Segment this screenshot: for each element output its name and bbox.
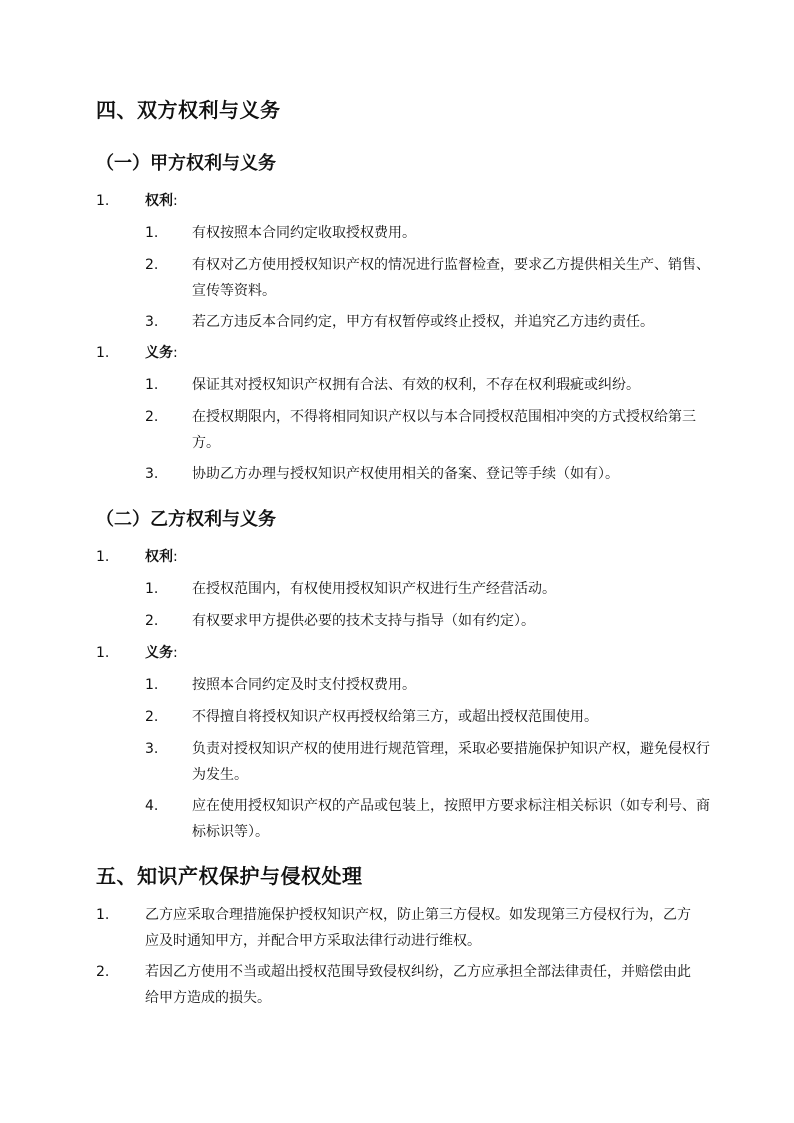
list-item-number: 1. — [145, 377, 159, 393]
list-item-text: 若因乙方使用不当或超出授权范围导致侵权纠纷，乙方应承担全部法律责任，并赔偿由此给甲方造成的损失。 — [145, 964, 691, 1006]
list-item-text: 乙方应采取合理措施保护授权知识产权，防止第三方侵权。如发现第三方侵权行为，乙方应及时通知甲方，并配合甲方采取法律行动进行维权。 — [145, 907, 691, 949]
list-item-number: 3. — [145, 466, 159, 482]
partA-rights-label: 权利: — [145, 193, 178, 209]
list-item-number: 3. — [145, 314, 159, 330]
list-item-text: 不得擅自将授权知识产权再授权给第三方，或超出授权范围使用。 — [192, 709, 598, 725]
list-item-number: 3. — [145, 741, 159, 757]
list-item-number: 2. — [145, 409, 159, 425]
partA-heading: （一）甲方权利与义务 — [96, 153, 276, 174]
list-item-text: 在授权期限内，不得将相同知识产权以与本合同授权范围相冲突的方式授权给第三方。 — [192, 409, 696, 451]
partB-rights-label: 权利: — [145, 549, 178, 565]
list-item-text: 应在使用授权知识产权的产品或包装上，按照甲方要求标注相关标识（如专利号、商标标识等）。 — [192, 798, 710, 840]
list-item-number: 1. — [145, 677, 159, 693]
partA-obligations-number: 1. — [96, 345, 110, 361]
list-item-number: 2. — [96, 964, 110, 980]
list-item-number: 2. — [145, 257, 159, 273]
partB-obligations-number: 1. — [96, 645, 110, 661]
list-item-number: 2. — [145, 613, 159, 629]
list-item-text: 若乙方违反本合同约定，甲方有权暂停或终止授权，并追究乙方违约责任。 — [192, 314, 654, 330]
partA-obligations-label: 义务: — [145, 345, 178, 361]
list-item-text: 协助乙方办理与授权知识产权使用相关的备案、登记等手续（如有）。 — [192, 466, 619, 482]
list-item-number: 1. — [145, 225, 159, 241]
partA-rights-number: 1. — [96, 193, 110, 209]
section5-heading: 五、知识产权保护与侵权处理 — [96, 864, 363, 888]
list-item-number: 1. — [145, 581, 159, 597]
section4-heading: 四、双方权利与义务 — [96, 98, 281, 122]
list-item-text: 保证其对授权知识产权拥有合法、有效的权利，不存在权利瑕疵或纠纷。 — [192, 377, 640, 393]
partB-heading: （二）乙方权利与义务 — [96, 509, 276, 530]
list-item-text: 按照本合同约定及时支付授权费用。 — [192, 677, 416, 693]
list-item-text: 在授权范围内，有权使用授权知识产权进行生产经营活动。 — [192, 581, 556, 597]
list-item-text: 有权按照本合同约定收取授权费用。 — [192, 225, 416, 241]
list-item-number: 1. — [96, 907, 110, 923]
list-item-number: 4. — [145, 798, 159, 814]
list-item-text: 有权对乙方使用授权知识产权的情况进行监督检查，要求乙方提供相关生产、销售、宣传等资料。 — [192, 257, 710, 299]
list-item-text: 有权要求甲方提供必要的技术支持与指导（如有约定）。 — [192, 613, 535, 629]
partB-obligations-label: 义务: — [145, 645, 178, 661]
list-item-text: 负责对授权知识产权的使用进行规范管理，采取必要措施保护知识产权，避免侵权行为发生。 — [192, 741, 710, 783]
list-item-number: 2. — [145, 709, 159, 725]
partB-rights-number: 1. — [96, 549, 110, 565]
